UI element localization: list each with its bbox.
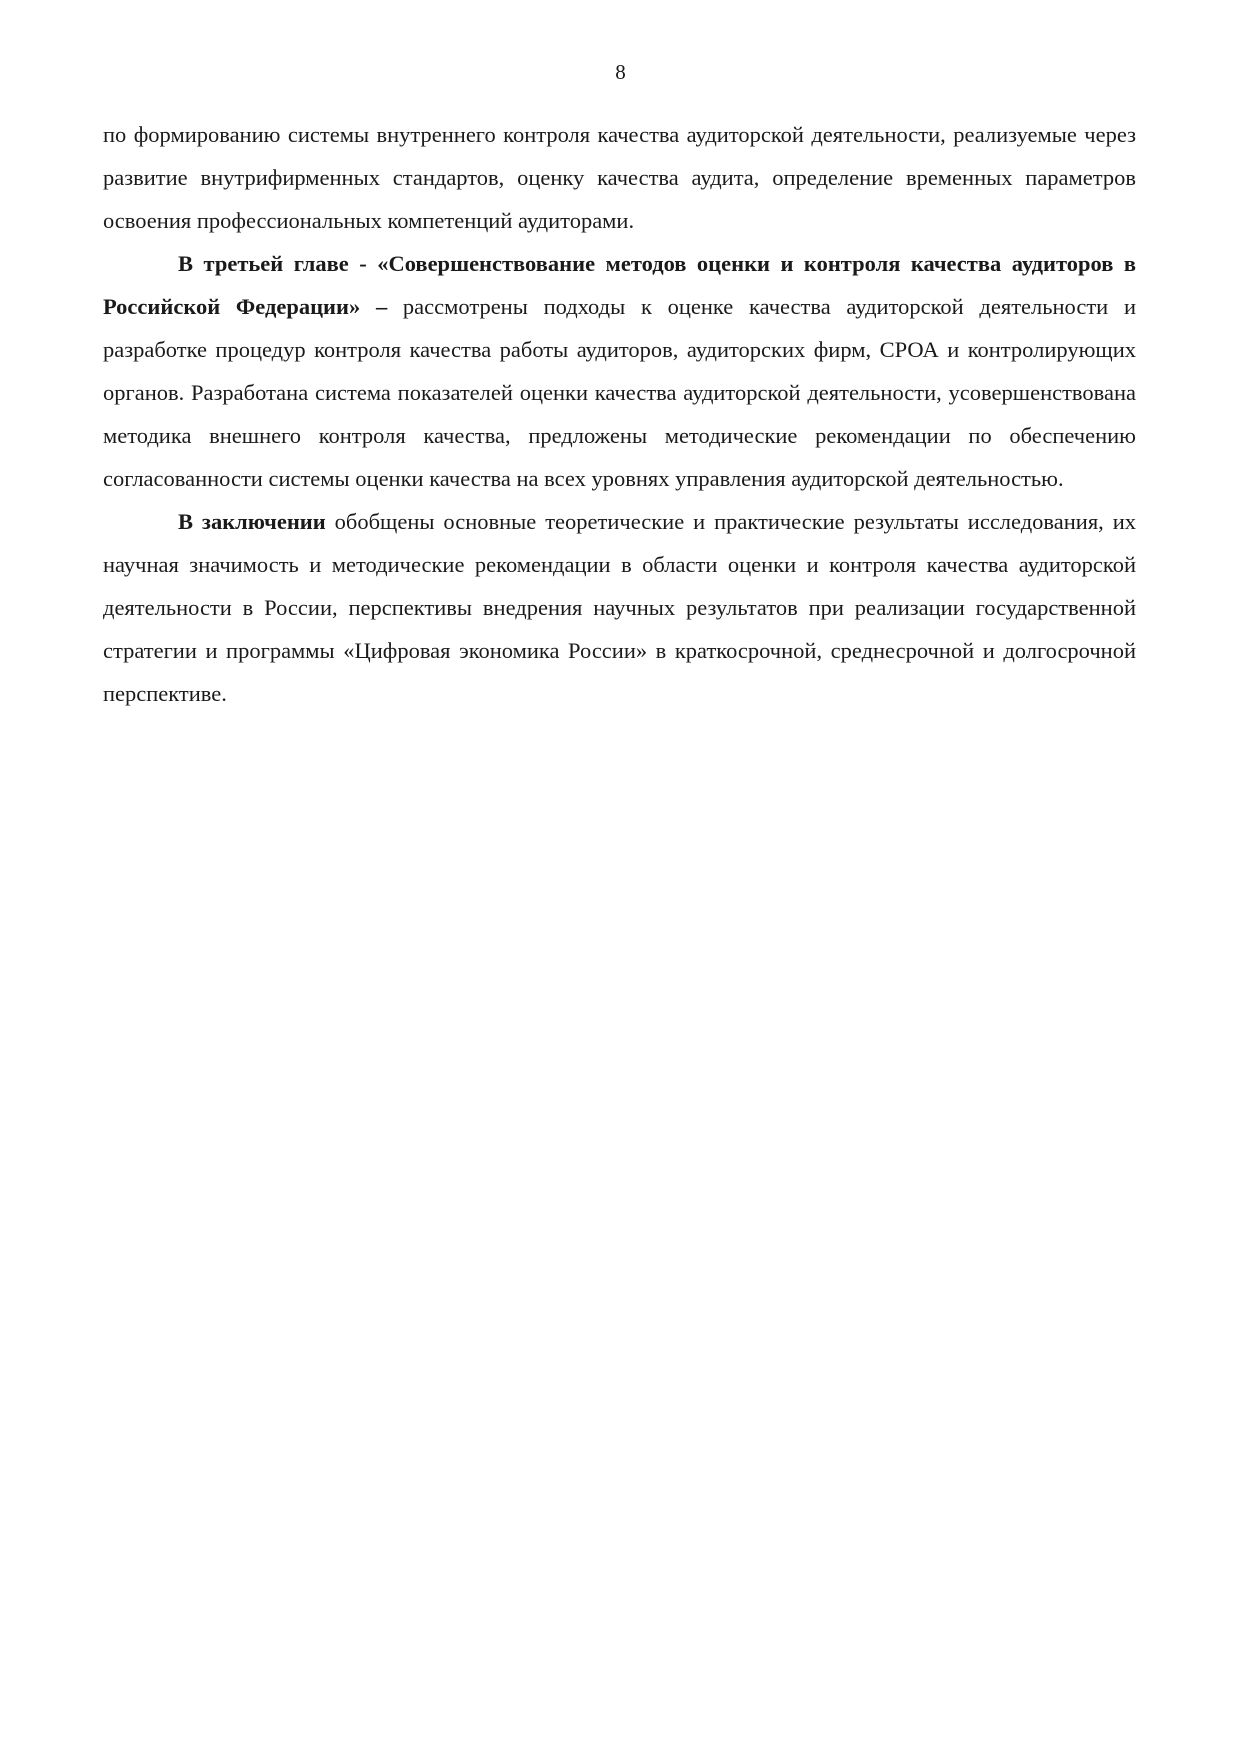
page-number: 8 xyxy=(615,60,626,84)
paragraph-conclusion xyxy=(103,500,1136,715)
paragraph-bold-lead: В третьей главе - «Совершенствование методов оценки и контроля качества аудиторов в Российской Федерации» – xyxy=(103,251,1136,319)
document-body xyxy=(103,113,1136,715)
paragraph-bold-lead: В заключении xyxy=(178,509,326,534)
paragraph-text: обобщены основные теоретические и практические результаты исследования, их научная значимость и методические рекомендации в области оценки и контроля качества аудиторской деятельности в России, перспективы внедрения научных результатов при реализации государственной стратегии и программы «Цифровая экономика России» в краткосрочной, среднесрочной и долгосрочной перспективе. xyxy=(103,509,1136,706)
paragraph-chapter-three xyxy=(103,242,1136,500)
paragraph-text: по формированию системы внутреннего контроля качества аудиторской деятельности, реализуемые через развитие внутрифирменных стандартов, оценку качества аудита, определение временных параметров освоения профессиональных компетенций аудиторами. xyxy=(103,122,1136,233)
paragraph-continuation xyxy=(103,113,1136,242)
paragraph-text: рассмотрены подходы к оценке качества аудиторской деятельности и разработке процедур контроля качества работы аудиторов, аудиторских фирм, СРОА и контролирующих органов. Разработана система показателей оценки качества аудиторской деятельности, усовершенствована методика внешнего контроля качества, предложены методические рекомендации по обеспечению согласованности системы оценки качества на всех уровнях управления аудиторской деятельностью. xyxy=(103,294,1136,491)
